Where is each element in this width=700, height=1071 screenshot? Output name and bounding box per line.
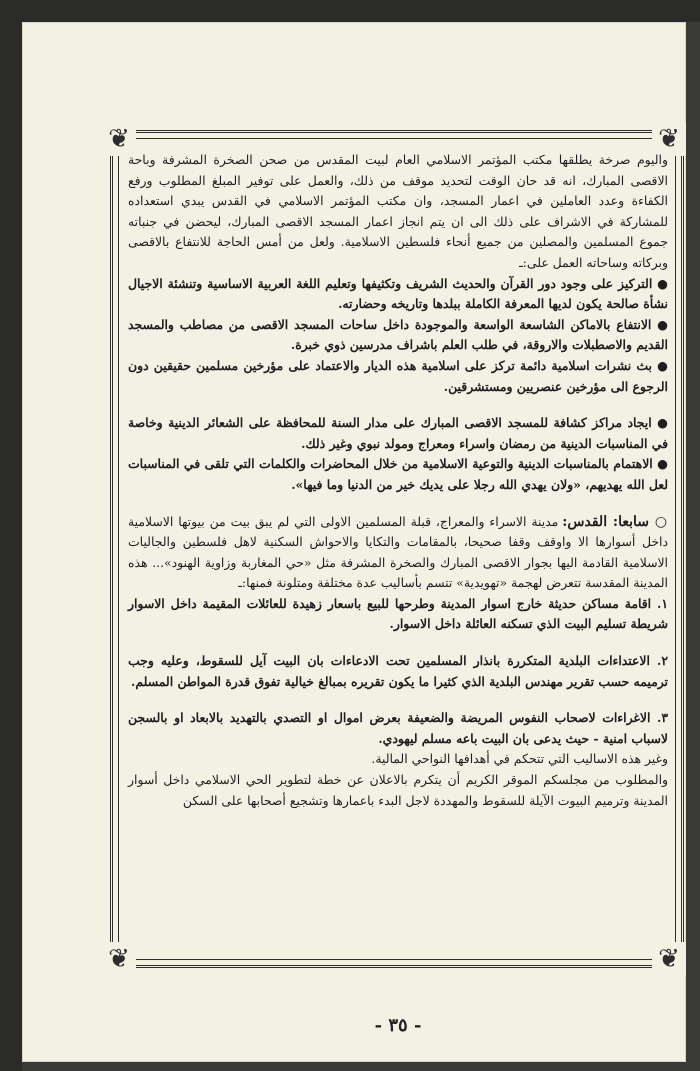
corner-ornament-icon: ❦ bbox=[102, 942, 136, 976]
section-text: مدينة الاسراء والمعراج، قبلة المسلمين الاولى التي لم يبق بيت من بيوتها الاسلامية داخل أسوارها الا واوقف وقفا صحيحا، بالمقامات والتكايا والاحواش السكنية لاهل فلسطين والجاليات الاسلامية القادمة اليها بجوار الاقصى المبارك والصخرة المشرفة مثل «حي المغاربة وزاوية الهنود»... هذه المدينة المقدسة تتعرض لهجمة «تهويدية» تتسم بأساليب عدة مختلفة ومتلونة فمنها:ـ bbox=[128, 513, 668, 591]
numbered-item: ٣. الاغراءات لاصحاب النفوس المريضة والضعيفة بعرض اموال او التصدي بالتهديد بالابعاد او بالسجن لاسباب امنية - حيث يدعى بان البيت باعه مسلم ليهودي. bbox=[128, 710, 668, 746]
bullet-item: ● الانتفاع بالاماكن الشاسعة الواسعة والموجودة داخل ساحات المسجد الاقصى من مصاطب والمسجد القديم والاصطبلات والاروقة، في طلب العلم باشراف مدرسين ذوي خبرة. bbox=[128, 316, 668, 353]
corner-ornament-icon: ❦ bbox=[652, 122, 686, 156]
bullet-item: ● الاهتمام بالمناسبات الدينية والتوعية الاسلامية من خلال المحاضرات والكلمات التي تلقى في المناسبات لعل الله يهديهم، «ولان يهدي الله رجلا على يديك خير من الدنيا وما فيها». bbox=[128, 456, 668, 492]
scan-border-left bbox=[0, 0, 22, 1071]
page-number: - ٣٥ - bbox=[374, 1015, 422, 1036]
bullet-item: ● ايجاد مراكز كشافة للمسجد الاقصى المبارك على مدار السنة للمحافظة على الشعائر الدينية وخاصة في المناسبات الدينية من رمضان واسراء ومعراج ومولد نبوي وغير ذلك. bbox=[128, 415, 668, 451]
request-paragraph: والمطلوب من مجلسكم الموقر الكريم أن يتكرم بالاعلان عن خطة لتطوير الحي الاسلامي داخل أسوار المدينة وترميم البيوت الآيلة للسقوط والمهددة لاجل البدء باعمارها وتشجيع أصحابها على السكن bbox=[128, 772, 668, 808]
intro-paragraph: واليوم صرخة يطلقها مكتب المؤتمر الاسلامي العام لبيت المقدس من صحن الصخرة المشرفة وباحة الاقصى المبارك، انه قد حان الوقت لتحديد موقف من ذلك، والعمل على توفير المبلغ المطلوب ورفع الكفاءة وعدد العاملين في اعمار المسجد، وان مكتب المؤتمر الاسلامي في القدس يبدي استعداده للمشاركة في الاشراف على ذلك الى ان يتم انجاز اعمار المسجد الاقصى المبارك، ليحضن في جنباته جموع المسلمين والمصلين من جميع أنحاء فلسطين الاسلامية. ولعل من أمس الحاجة للانتفاع بالاقصى وبركاته وساحاته العمل على:ـ bbox=[128, 152, 668, 270]
corner-ornament-icon: ❦ bbox=[652, 942, 686, 976]
section-heading: ○ سابعا: القدس: bbox=[562, 513, 668, 530]
section-seventh bbox=[128, 512, 668, 594]
corner-ornament-icon: ❦ bbox=[102, 122, 136, 156]
scan-border-top bbox=[0, 0, 700, 22]
closing-note: وغير هذه الاساليب التي تتحكم في أهدافها النواحي المالية. bbox=[371, 751, 668, 767]
numbered-item: ٢. الاعتداءات البلدية المتكررة بانذار المسلمين تحت الادعاءات بان البيت آيل للسقوط، وعليه وجب ترميمه حسب تقرير مهندس البلدية الذي كثيرا ما يكون تقريره بمبالغ خيالية تفوق قدرة المواطن المسلم. bbox=[128, 653, 668, 689]
numbered-item: ١. اقامة مساكن حديثة خارج اسوار المدينة وطرحها للبيع باسعار زهيدة للعائلات المقيمة داخل الاسوار شريطة تسليم البيت الذي تسكنه العائلة داخل الاسوار. bbox=[128, 595, 668, 632]
article-body bbox=[128, 150, 668, 950]
bullet-item: ● التركيز على وجود دور القرآن والحديث الشريف وتكثيفها وتعليم اللغة العربية الاساسية وتنشئة الاجيال نشأة صالحة يكون لديها المعرفة الكاملة ببلدها وتاريخه وحضارته. bbox=[128, 275, 668, 312]
bullet-item: ● بث نشرات اسلامية دائمة تركز على اسلامية هذه الديار والاعتماد على مؤرخين مسلمين حقيقين دون الرجوع الى مؤرخين عنصريين ومستشرقين. bbox=[128, 357, 668, 394]
